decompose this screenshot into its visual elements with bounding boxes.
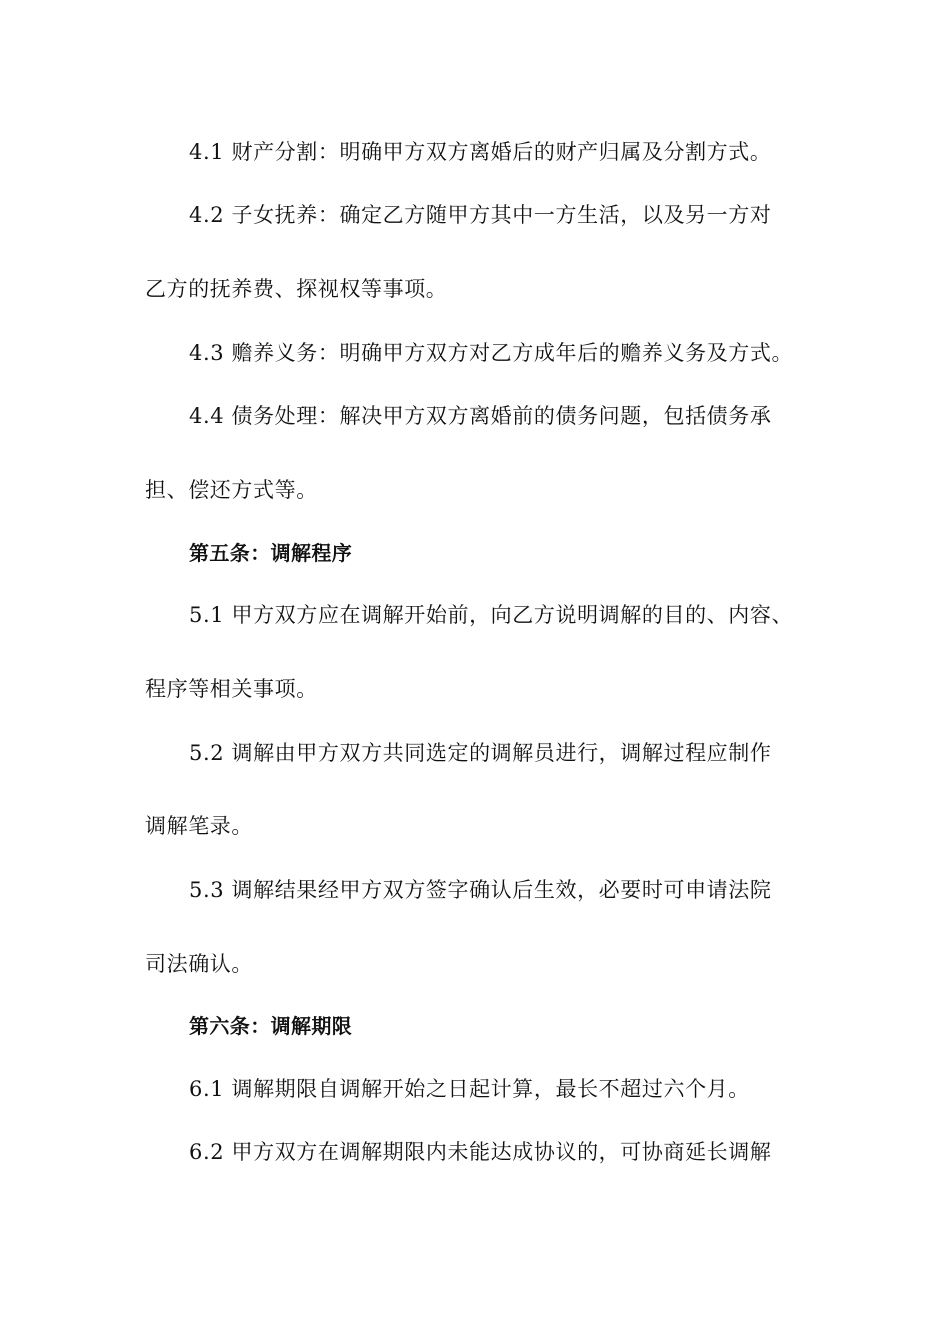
clause-4-4-line-1: 4.4 债务处理：解决甲方双方离婚前的债务问题，包括债务承: [189, 404, 772, 428]
article-6-heading: 第六条：调解期限: [189, 1014, 353, 1038]
clause-4-2-line-2: 乙方的抚养费、探视权等事项。: [145, 277, 448, 301]
clause-4-4-line-2: 担、偿还方式等。: [145, 478, 318, 502]
clause-5-3-line-2: 司法确认。: [145, 952, 253, 976]
clause-5-1-line-1: 5.1 甲方双方应在调解开始前，向乙方说明调解的目的、内容、: [189, 603, 794, 627]
clause-6-1: 6.1 调解期限自调解开始之日起计算，最长不超过六个月。: [189, 1077, 750, 1101]
clause-5-3-line-1: 5.3 调解结果经甲方双方签字确认后生效，必要时可申请法院: [189, 878, 772, 902]
clause-5-2-line-2: 调解笔录。: [145, 814, 253, 838]
clause-4-2-line-1: 4.2 子女抚养：确定乙方随甲方其中一方生活，以及另一方对: [189, 203, 772, 227]
clause-4-3: 4.3 赡养义务：明确甲方双方对乙方成年后的赡养义务及方式。: [189, 341, 794, 365]
article-5-heading: 第五条：调解程序: [189, 541, 353, 565]
clause-4-1: 4.1 财产分割：明确甲方双方离婚后的财产归属及分割方式。: [189, 140, 772, 164]
clause-6-2-line-1: 6.2 甲方双方在调解期限内未能达成协议的，可协商延长调解: [189, 1140, 772, 1164]
clause-5-2-line-1: 5.2 调解由甲方双方共同选定的调解员进行，调解过程应制作: [189, 741, 772, 765]
clause-5-1-line-2: 程序等相关事项。: [145, 677, 318, 701]
